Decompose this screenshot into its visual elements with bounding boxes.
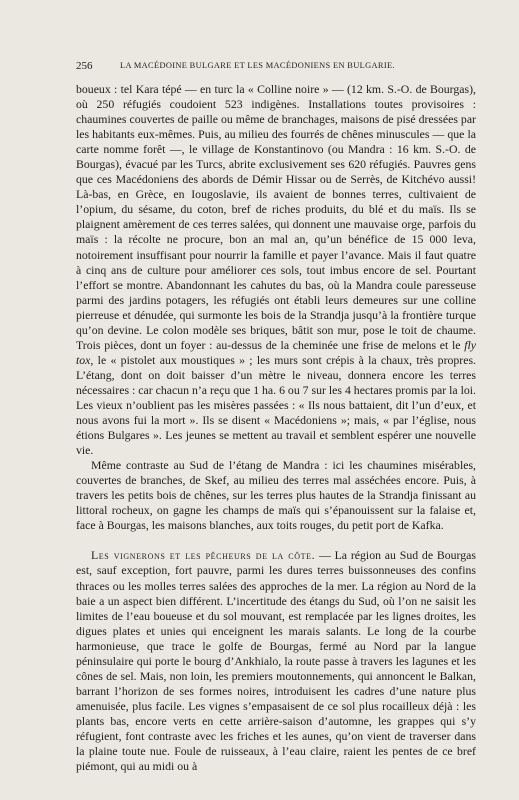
section-heading: Les vignerons et les pêcheurs de la côte. bbox=[91, 548, 316, 563]
paragraph-1-end: , le « pistolet aux moustiques » ; les murs sont crépis à la chaux, très propres. L’étang, dont on doit baisser d’un mètre le niveau, donnera encore les terres nécessaires : car chacun n’a reçu que 1 ha. 6 ou 7 sur les 4 hectares promis par la loi. Les vieux n’oublient pas les misères passées : « Ils nous battaient, dit l’un d’eux, et nous avons fui la mort ». Ils se disent « Macédoniens »; mais, « par l’église, nous étions Bulgares ». Les jeunes se mettent au travail et semblent espérer une nouvelle vie. bbox=[76, 352, 476, 458]
paragraph-1 bbox=[76, 82, 476, 458]
paragraph-1-italic: fly tox bbox=[76, 337, 476, 367]
page-header bbox=[76, 60, 476, 74]
page-number: 256 bbox=[76, 60, 93, 72]
paragraph-3-text: — La région au Sud de Bourgas est, sauf exception, fort pauvre, parmi les dures terres buissonneuses des confins thraces ou les molles terres salées des approches de la mer. La région au Nord de la baie a un aspect bien différent. L’incertitude des étangs du Sud, où l’on ne saisit les limites de l’eau boueuse et du sol mouvant, est remplacée par les lignes droites, les digues plates et unies qui enceignent les marais salants. Le long de la courbe harmonieuse, que trace le golfe de Bourgas, fermé au Nord par la langue péninsulaire qui porte le bourg d’Ankhialo, la route passe à travers les lagunes et les cônes de sel. Mais, non loin, les premiers moutonnements, qui annoncent le Balkan, barrant l’horizon de ses formes noires, introduisent les cadres d’une nature plus amenuisée, plus facile. Les vignes s’empasaisent de ce sol plus rocailleux déjà : les plants bas, encore verts en cette arrière-saison d’automne, les grappes qui s’y réfugient, font contraste avec les friches et les aunes, qu’on vient de traverser dans la plaine toute nue. Foule de ruisseaux, à l’eau claire, raient les pentes de ce bref piémont, qui au midi ou à bbox=[76, 548, 476, 774]
body-text bbox=[76, 82, 476, 774]
running-title: LA MACÉDOINE BULGARE ET LES MACÉDONIENS EN BULGARIE. bbox=[120, 61, 395, 70]
paragraph-1-text: boueux : tel Kara tépé — en turc la « Colline noire » — (12 km. S.-O. de Bourgas), où 250 réfugiés coudoient 523 indigènes. Installations toutes provisoires : chaumines couvertes de paille ou même de branchages, maisons de pisé dressées par les habitants eux-mêmes. Puis, au milieu des fourrés de chênes minuscules — que la carte nomme forêt —, le village de Konstantinovo (ou Mandra : 16 km. S.-O. de Bourgas), évacué par les Turcs, abrite exclusivement ses 620 réfugiés. Pauvres gens que ces Macédoniens des abords de Démir Hissar ou de Serrès, de Kitchévo aussi! Là-bas, en Grèce, en Iougoslavie, ils avaient de bonnes terres, cultivaient de l’opium, du sésame, du coton, bref de riches produits, du blé et du maïs. Ils se plaignent amèrement de ces terres salées, qui donnent une mauvaise orge, parfois du maïs : la récolte ne procure, bon an mal an, qu’un bénéfice de 15 000 leva, notoirement insuffisant pour nourrir la famille et payer l’avance. Mais il faut quatre à cinq ans de culture pour améliorer ces sols, tout imbus encore de sel. Pourtant l’effort se montre. Abandonnant les cahutes du bas, où la Mandra coule paresseuse parmi des jardins potagers, les réfugiés ont établi leurs demeures sur une colline pierreuse et dénudée, qui surmonte les bois de la Strandja jusqu’à la frontière turque qu’on devine. Le colon modèle ses briques, bâtit son mur, pose le toit de chaume. Trois pièces, dont un foyer : au-dessus de la cheminée une frise de melons et le bbox=[76, 82, 476, 352]
paragraph-3 bbox=[76, 548, 476, 774]
paragraph-2: Même contraste au Sud de l’étang de Mandra : ici les chaumines misérables, couvertes de branches, de Skef, au milieu des terres mal asséchées encore. Puis, à travers les petits bois de chênes, sur les terres plus hautes de la Strandja finissant au littoral rocheux, on gagne les champs de maïs qui s’épanouissent sur la falaise et, face à Bourgas, les maisons blanches, aux toits rouges, du petit port de Kafka. bbox=[76, 458, 476, 533]
